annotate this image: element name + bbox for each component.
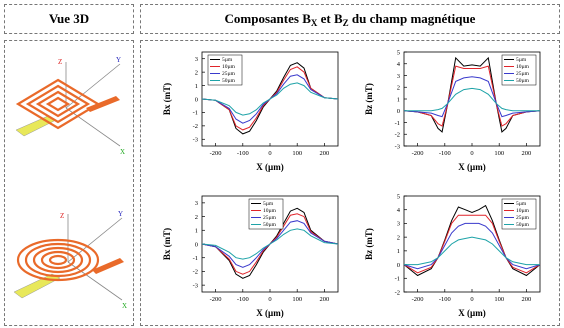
legend-label: 10µm	[516, 64, 529, 70]
x-axis-label: X (µm)	[256, 308, 284, 318]
x-tick-label: -200	[411, 150, 424, 157]
x-tick-label: 100	[494, 296, 505, 303]
circular-coil-image	[8, 196, 132, 314]
y-tick-label: -1	[192, 109, 198, 117]
series-line-50µm	[202, 83, 338, 115]
y-tick-label: 3	[194, 56, 198, 64]
legend-label: 5µm	[263, 201, 274, 207]
legend-label: 25µm	[516, 71, 529, 77]
x-tick-label: 100	[292, 296, 303, 303]
y-tick-label: 1	[396, 248, 400, 256]
legend-label: 10µm	[222, 64, 235, 70]
y-tick-label: 0	[396, 108, 400, 116]
coil-lead-yellow	[16, 116, 56, 136]
y-tick-label: 0	[396, 261, 400, 269]
circular-coil-axes	[68, 214, 122, 300]
y-tick-label: 2	[396, 84, 400, 92]
legend-label: 5µm	[516, 57, 527, 63]
chart-bz-square	[352, 46, 552, 178]
x-tick-label: 200	[521, 150, 532, 157]
y-tick-label: 3	[396, 220, 400, 228]
x-tick-label: 0	[268, 296, 272, 303]
legend-label: 10µm	[263, 208, 276, 214]
y-tick-label: 4	[396, 207, 400, 215]
legend-label: 25µm	[516, 215, 529, 221]
square-coil-turns	[18, 80, 98, 128]
x-axis-label: X (µm)	[256, 162, 284, 172]
y-tick-label: -1	[394, 119, 400, 127]
axis-z-label: Z	[60, 212, 65, 220]
x-tick-label: 100	[292, 150, 303, 157]
circular-coil-turns	[18, 240, 98, 280]
legend-label: 50µm	[222, 78, 235, 84]
y-tick-label: 2	[194, 69, 198, 77]
axis-y-label: Y	[118, 210, 124, 218]
y-tick-label: -3	[192, 282, 198, 290]
legend-label: 50µm	[516, 222, 529, 228]
x-tick-label: -100	[438, 150, 451, 157]
legend-label: 50µm	[263, 222, 276, 228]
y-tick-label: 1	[194, 82, 198, 90]
x-tick-label: 0	[268, 150, 272, 157]
chart-bx-square	[150, 46, 350, 178]
y-tick-label: 2	[396, 234, 400, 242]
y-tick-label: 4	[396, 61, 400, 69]
y-tick-label: 2	[194, 213, 198, 221]
y-tick-label: 3	[194, 200, 198, 208]
y-tick-label: -3	[192, 136, 198, 144]
legend-label: 25µm	[263, 215, 276, 221]
y-axis-label: Bz (mT)	[364, 228, 374, 260]
y-axis-label: Bx (mT)	[162, 82, 172, 116]
x-axis-label: X (µm)	[458, 308, 486, 318]
x-tick-label: 0	[470, 150, 474, 157]
axis-y-label: Y	[116, 56, 122, 64]
y-tick-label: 3	[396, 72, 400, 80]
y-tick-label: 0	[194, 96, 198, 104]
square-coil-image	[8, 46, 132, 164]
series-line-50µm	[404, 88, 540, 110]
y-tick-label: -2	[192, 123, 198, 131]
legend-label: 50µm	[516, 78, 529, 84]
x-tick-label: 200	[319, 296, 330, 303]
chart-bx-circular	[150, 190, 350, 324]
coil-lead-orange	[86, 96, 120, 112]
y-tick-label: -2	[394, 131, 400, 139]
axis-z-label: Z	[58, 58, 63, 66]
x-tick-label: -100	[236, 296, 249, 303]
series-line-50µm	[202, 229, 338, 259]
axis-x-label: X	[120, 148, 126, 156]
y-tick-label: -2	[394, 289, 400, 297]
legend-label: 10µm	[516, 208, 529, 214]
x-tick-label: -200	[411, 296, 424, 303]
x-tick-label: 200	[319, 150, 330, 157]
x-tick-label: 100	[494, 150, 505, 157]
series-line-50µm	[404, 237, 540, 265]
x-tick-label: 0	[470, 296, 474, 303]
y-axis-label: Bz (mT)	[364, 83, 374, 115]
legend-label: 5µm	[516, 201, 527, 207]
y-tick-label: -1	[192, 255, 198, 263]
y-tick-label: -2	[192, 268, 198, 276]
x-tick-label: -100	[236, 150, 249, 157]
x-axis-label: X (µm)	[458, 162, 486, 172]
y-tick-label: 1	[194, 227, 198, 235]
series-line-25µm	[404, 223, 540, 268]
y-tick-label: 5	[396, 49, 400, 57]
x-tick-label: -100	[438, 296, 451, 303]
chart-bz-circular	[352, 190, 552, 324]
x-tick-label: -200	[209, 150, 222, 157]
y-tick-label: 1	[396, 96, 400, 104]
legend-label: 5µm	[222, 57, 233, 63]
y-tick-label: 5	[396, 193, 400, 201]
y-axis-label: Bx (mT)	[162, 227, 172, 261]
x-tick-label: 200	[521, 296, 532, 303]
y-tick-label: 0	[194, 241, 198, 249]
axis-x-label: X	[122, 302, 128, 310]
legend-label: 25µm	[222, 71, 235, 77]
header-field-components	[140, 4, 560, 34]
header-3d-title: Vue 3D	[48, 11, 90, 26]
y-tick-label: -1	[394, 275, 400, 283]
header-field-title: Composantes $B_X$ et $B_Z$ du champ magnétique	[224, 10, 476, 28]
square-coil-axes	[66, 62, 120, 146]
header-3d-view	[4, 4, 134, 34]
x-tick-label: -200	[209, 296, 222, 303]
y-tick-label: -3	[394, 143, 400, 151]
